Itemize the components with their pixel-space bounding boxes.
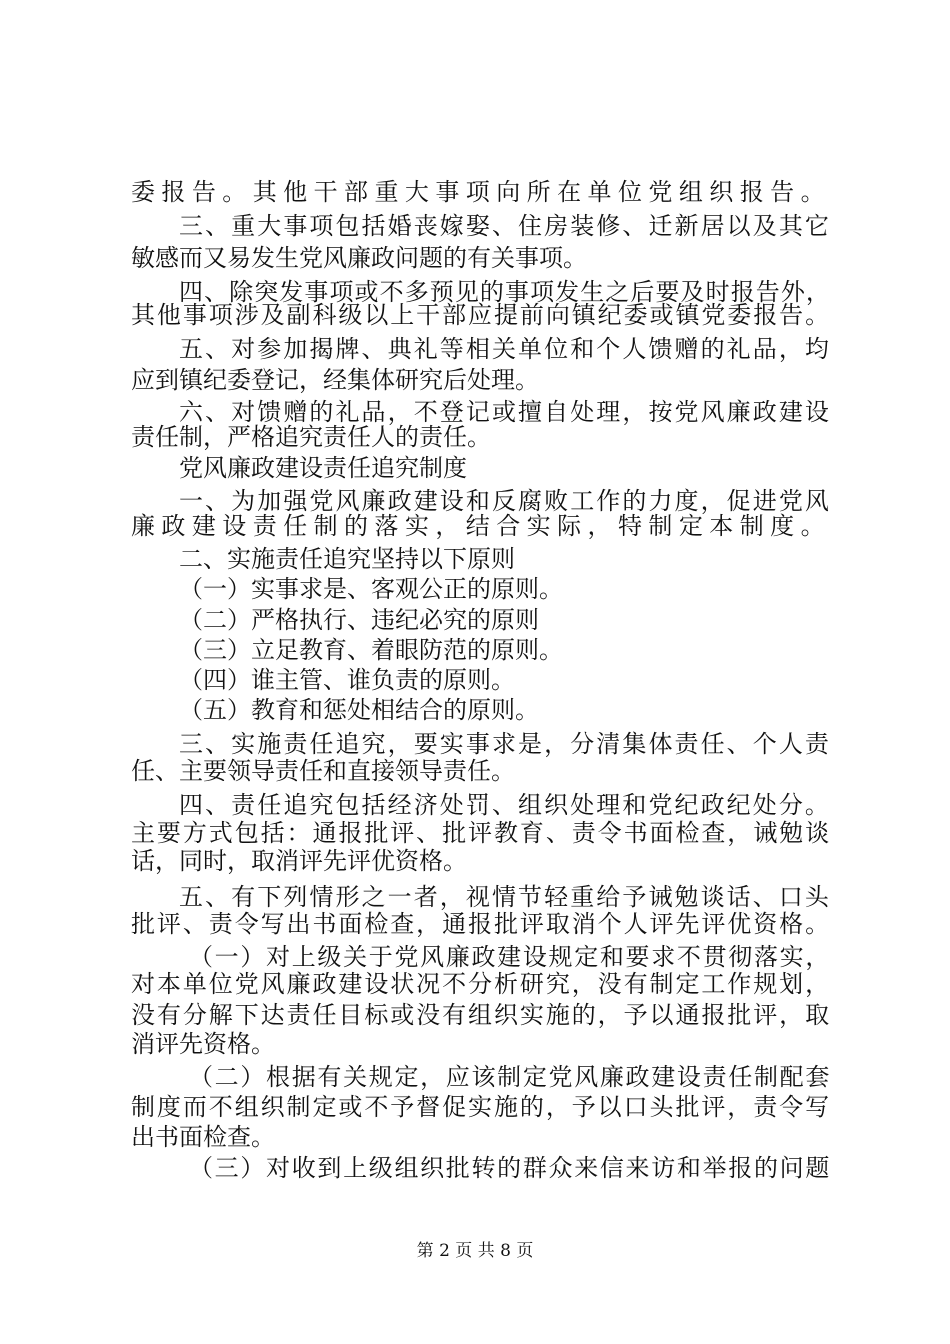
text-line: 任、主要领导责任和直接领导责任。 (131, 757, 515, 785)
text-line: 出书面检查。 (131, 1123, 275, 1151)
text-line: 五、对参加揭牌、典礼等相关单位和个人馈赠的礼品，均 (179, 335, 831, 363)
text-line: 责任制，严格追究责任人的责任。 (131, 423, 491, 451)
text-line: 敏感而又易发生党风廉政问题的有关事项。 (131, 244, 587, 272)
list-item: （二）严格执行、违纪必究的原则 (179, 606, 539, 634)
text-line: （一）对上级关于党风廉政建设规定和要求不贯彻落实， (189, 943, 831, 971)
list-item: （四）谁主管、谁负责的原则。 (179, 666, 515, 694)
text-line: 没有分解下达责任目标或没有组织实施的，予以通报批评，取 (131, 1001, 831, 1029)
text-line: 四、责任追究包括经济处罚、组织处理和党纪政纪处分。 (179, 791, 831, 819)
list-item: （三）立足教育、着眼防范的原则。 (179, 636, 563, 664)
list-item: （五）教育和惩处相结合的原则。 (179, 696, 539, 724)
text-line: 其他事项涉及副科级以上干部应提前向镇纪委或镇党委报告。 (131, 301, 831, 329)
text-line: 委报告。其他干部重大事项向所在单位党组织报告。 (131, 178, 831, 206)
text-line: 六、对馈赠的礼品，不登记或擅自处理，按党风廉政建设 (179, 398, 831, 426)
text-line: 五、有下列情形之一者，视情节轻重给予诫勉谈话、口头 (179, 883, 831, 911)
text-line: 二、实施责任追究坚持以下原则 (179, 545, 515, 573)
text-line: （三）对收到上级组织批转的群众来信来访和举报的问题 (189, 1154, 831, 1182)
text-line: 一、为加强党风廉政建设和反腐败工作的力度，促进党风 (179, 487, 831, 515)
text-line: 四、除突发事项或不多预见的事项发生之后要及时报告外， (179, 278, 831, 306)
text-line: （二）根据有关规定，应该制定党风廉政建设责任制配套 (189, 1063, 831, 1091)
text-line: 三、重大事项包括婚丧嫁娶、住房装修、迁新居以及其它 (179, 212, 831, 240)
text-line: 三、实施责任追究，要实事求是，分清集体责任、个人责 (179, 730, 831, 758)
section-heading: 党风廉政建设责任追究制度 (179, 454, 467, 482)
text-line: 对本单位党风廉政建设状况不分析研究，没有制定工作规划， (131, 970, 831, 998)
text-line: 批评、责令写出书面检查，通报批评取消个人评先评优资格。 (131, 910, 831, 938)
text-line: 制度而不组织制定或不予督促实施的，予以口头批评，责令写 (131, 1093, 831, 1121)
page-number-footer: 第 2 页 共 8 页 (416, 1241, 534, 1261)
text-line: 消评先资格。 (131, 1030, 275, 1058)
text-line: 应到镇纪委登记，经集体研究后处理。 (131, 366, 539, 394)
text-line: 廉政建设责任制的落实，结合实际，特制定本制度。 (131, 512, 831, 540)
text-line: 主要方式包括：通报批评、批评教育、责令书面检查，诫勉谈 (131, 819, 831, 847)
text-line: 话，同时，取消评先评优资格。 (131, 847, 467, 875)
list-item: （一）实事求是、客观公正的原则。 (179, 575, 563, 603)
